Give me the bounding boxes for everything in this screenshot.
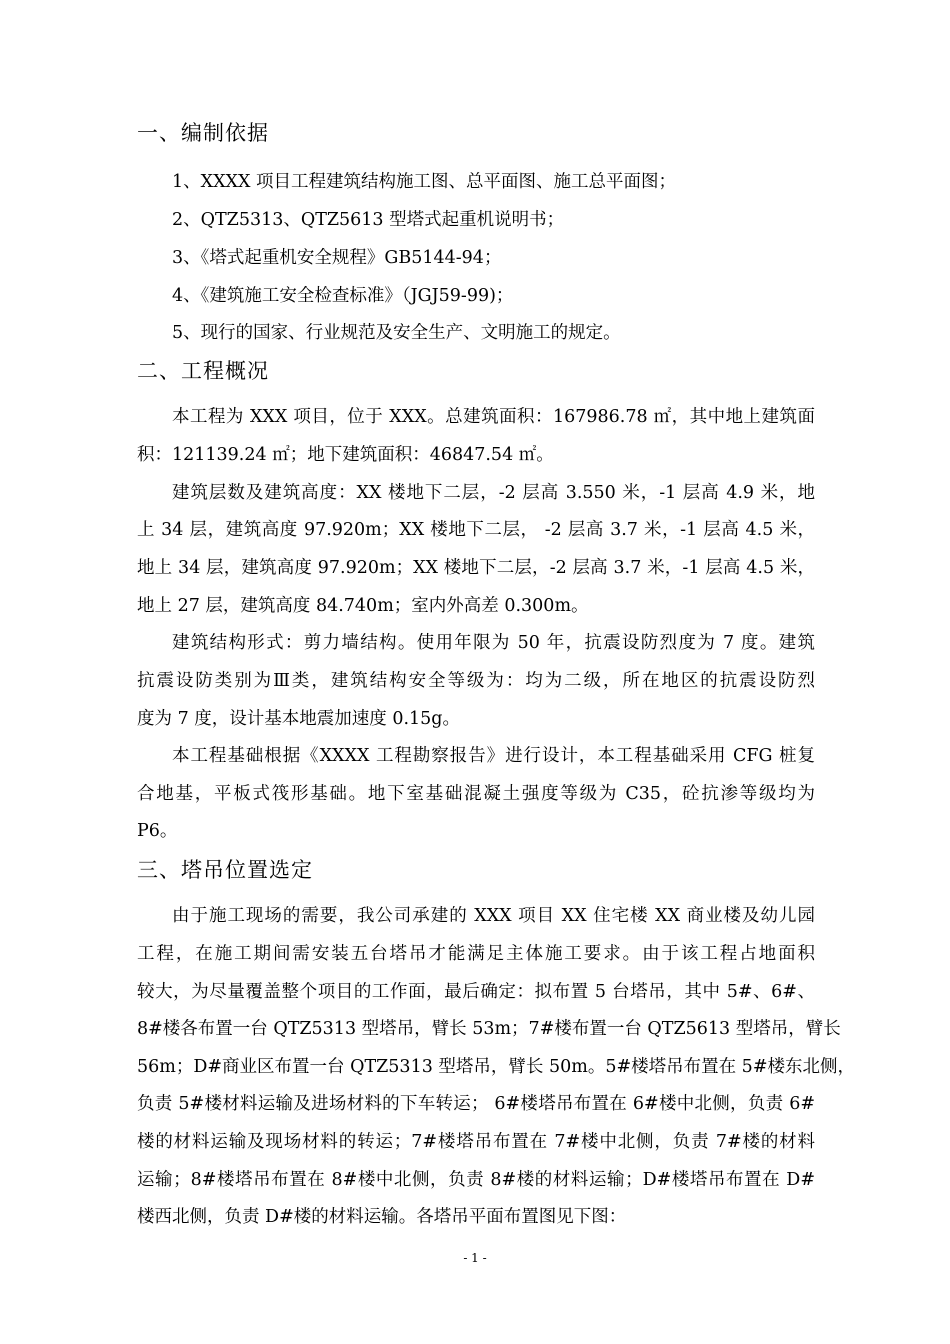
basis-item: 1、XXXX 项目工程建筑结构施工图、总平面图、施工总平面图； bbox=[172, 172, 677, 192]
basis-item: 4、《建筑施工安全检查标准》（JGJ59-99)； bbox=[172, 286, 514, 306]
paragraph-line: 楼西北侧，负责 D#楼的材料运输。各塔吊平面布置图见下图： bbox=[137, 1207, 627, 1227]
paragraph-line: 地上 27 层，建筑高度 84.740m；室内外高差 0.300m。 bbox=[137, 596, 589, 616]
paragraph-line: 本工程为 XXX 项目，位于 XXX。总建筑面积：167986.78 ㎡，其中地上建筑面 bbox=[172, 407, 815, 427]
paragraph-line: 8#楼各布置一台 QTZ5313 型塔吊，臂长 53m；7#楼布置一台 QTZ5613 型塔吊，臂长 bbox=[137, 1019, 841, 1039]
paragraph-line: P6。 bbox=[137, 821, 178, 841]
basis-item: 5、现行的国家、行业规范及安全生产、文明施工的规定。 bbox=[172, 323, 621, 343]
page-number: - 1 - bbox=[463, 1251, 487, 1265]
basis-item: 2、QTZ5313、QTZ5613 型塔式起重机说明书； bbox=[172, 210, 565, 230]
paragraph-line: 负责 5#楼材料运输及进场材料的下车转运； 6#楼塔吊布置在 6#楼中北侧，负责 6# bbox=[137, 1094, 815, 1114]
paragraph-line: 积：121139.24 ㎡；地下建筑面积：46847.54 ㎡。 bbox=[137, 445, 554, 465]
paragraph-line: 56m；D#商业区布置一台 QTZ5313 型塔吊，臂长 50m。5#楼塔吊布置在 5#楼东北侧， bbox=[137, 1057, 855, 1077]
paragraph-line: 本工程基础根据《XXXX 工程勘察报告》进行设计，本工程基础采用 CFG 桩复 bbox=[172, 746, 815, 766]
basis-item: 3、《塔式起重机安全规程》GB5144-94； bbox=[172, 248, 502, 268]
section-heading-overview: 二、工程概况 bbox=[137, 359, 269, 383]
paragraph-line: 地上 34 层，建筑高度 97.920m；XX 楼地下二层，-2 层高 3.7 米，-1 层高 4.5 米， bbox=[137, 558, 815, 578]
paragraph-line: 建筑结构形式：剪力墙结构。使用年限为 50 年，抗震设防烈度为 7 度。建筑 bbox=[172, 633, 815, 653]
paragraph-line: 抗震设防类别为Ⅲ类，建筑结构安全等级为：均为二级，所在地区的抗震设防烈 bbox=[137, 671, 815, 691]
paragraph-line: 度为 7 度，设计基本地震加速度 0.15g。 bbox=[137, 709, 460, 729]
paragraph-line: 运输；8#楼塔吊布置在 8#楼中北侧，负责 8#楼的材料运输；D#楼塔吊布置在 D# bbox=[137, 1170, 815, 1190]
section-heading-basis: 一、编制依据 bbox=[137, 121, 269, 145]
paragraph-line: 上 34 层，建筑高度 97.920m；XX 楼地下二层， -2 层高 3.7 米，-1 层高 4.5 米， bbox=[137, 520, 815, 540]
paragraph-line: 工程，在施工期间需安装五台塔吊才能满足主体施工要求。由于该工程占地面积 bbox=[137, 944, 815, 964]
section-heading-crane-location: 三、塔吊位置选定 bbox=[137, 858, 313, 882]
paragraph-line: 由于施工现场的需要，我公司承建的 XXX 项目 XX 住宅楼 XX 商业楼及幼儿园 bbox=[172, 906, 815, 926]
paragraph-line: 楼的材料运输及现场材料的转运；7#楼塔吊布置在 7#楼中北侧，负责 7#楼的材料 bbox=[137, 1132, 815, 1152]
paragraph-line: 建筑层数及建筑高度：XX 楼地下二层，-2 层高 3.550 米，-1 层高 4.9 米，地 bbox=[172, 483, 815, 503]
paragraph-line: 合地基，平板式筏形基础。地下室基础混凝土强度等级为 C35，砼抗渗等级均为 bbox=[137, 784, 815, 804]
paragraph-line: 较大，为尽量覆盖整个项目的工作面，最后确定：拟布置 5 台塔吊，其中 5#、6#、 bbox=[137, 982, 815, 1002]
